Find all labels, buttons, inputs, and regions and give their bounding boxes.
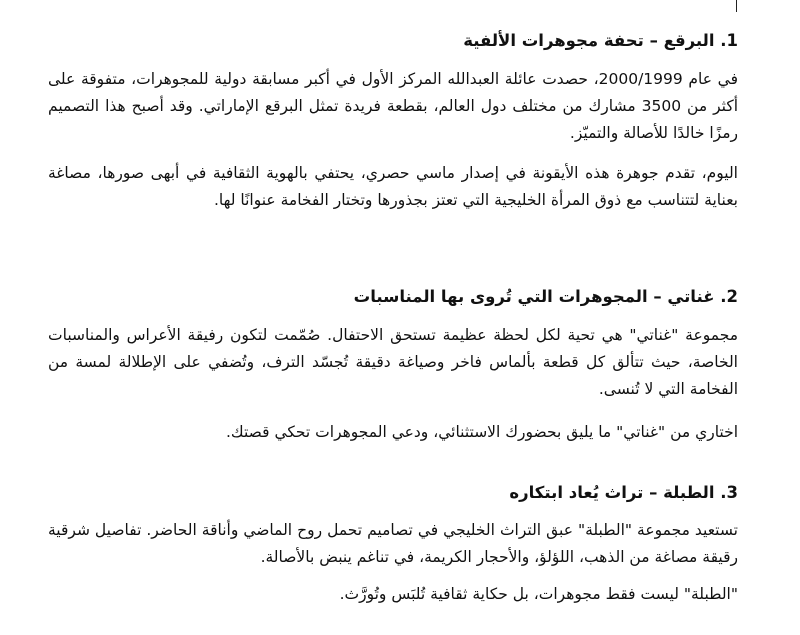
section-burqa [48,28,738,214]
section-heading: 2. غناتي – المجوهرات التي تُروى بها المناسبات [353,287,738,306]
paragraph: في عام 2000/1999، حصدت عائلة العبدالله المركز الأول في أكبر مسابقة دولية للمجوهرات، متفوقة على أكثر من 3500 مشارك من مختلف دول العالم، بقطعة فريدة تمثل البرقع الإماراتي. وقد أصبح هذا التصميم رمزًا خالدًا للأصالة والتميّز. [48,70,739,142]
section-heading: 3. الطبلة – تراث يُعاد ابتكاره [509,483,738,502]
paragraph: اختاري من "غناتي" ما يليق بحضورك الاستثنائي، ودعي المجوهرات تحكي قصتك. [226,423,738,441]
paragraph: مجموعة "غناتي" هي تحية لكل لحظة عظيمة تستحق الاحتفال. صُمّمت لتكون رفيقة الأعراس والمناسبات الخاصة، حيث تتألق كل قطعة بألماس فاخر وصياغة دقيقة تُجسّد الترف، وتُضفي على الإطلالة لمسة من الفخامة التي لا تُنسى. [48,326,738,398]
paragraph: اليوم، تقدم جوهرة هذه الأيقونة في إصدار ماسي حصري، يحتفي بالهوية الثقافية في أبهى صورها، مصاغة بعناية لتتناسب مع ذوق المرأة الخليجية التي تعتز بجذورها وتختار الفخامة عنوانًا لها. [48,164,738,209]
text-cursor [736,0,737,12]
paragraph: "الطبلة" ليست فقط مجوهرات، بل حكاية ثقافية تُلبَس وتُورَّث. [339,585,738,603]
section-ghanati [48,284,738,446]
section-heading: 1. البرقع – تحفة مجوهرات الألفية [463,31,738,50]
section-tabla [48,480,738,608]
paragraph: تستعيد مجموعة "الطبلة" عبق التراث الخليجي في تصاميم تحمل روح الماضي وأناقة الحاضر. تفاصيل شرقية رقيقة مصاغة من الذهب، اللؤلؤ، والأحجار الكريمة، في تناغم ينبض بالأصالة. [48,521,738,566]
